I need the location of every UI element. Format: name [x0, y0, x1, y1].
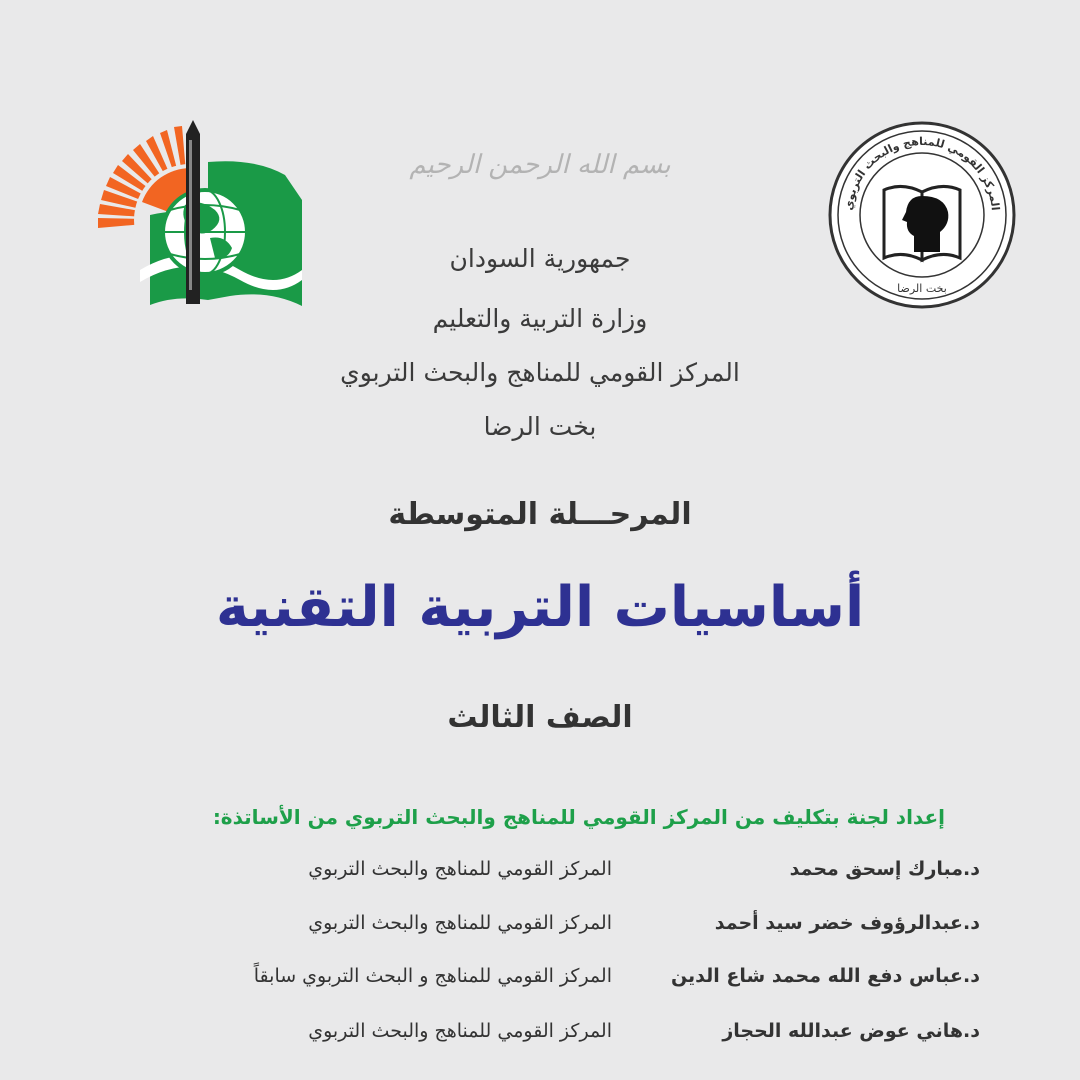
ministry-logo [80, 120, 310, 310]
country-name: جمهورية السودان [449, 244, 631, 273]
school-stage: المرحـــلة المتوسطة [388, 497, 692, 532]
ministry-name: وزارة التربية والتعليم [432, 304, 648, 333]
author-name: د.عباس دفع الله محمد شاع الدين [670, 965, 980, 987]
pen-icon [186, 120, 200, 304]
grade-level: الصف الثالث [447, 700, 633, 735]
center-name: المركز القومي للمناهج والبحث التربوي [340, 358, 740, 387]
author-name: د.عبدالرؤوف خضر سيد أحمد [714, 912, 980, 934]
author-affiliation: المركز القومي للمناهج والبحث التربوي [308, 1020, 612, 1042]
prepared-by-heading: إعداد لجنة بتكليف من المركز القومي للمناهج والبحث التربوي من الأساتذة: [212, 805, 945, 829]
author-name: د.مبارك إسحق محمد [789, 858, 980, 880]
book-title: أساسيات التربية التقنية [215, 575, 865, 640]
seal-ring-text: المركز القومي للمناهج والبحث التربوي [842, 134, 1002, 212]
curriculum-center-seal [822, 120, 1022, 310]
location-name: بخت الرضا [483, 412, 597, 441]
author-affiliation: المركز القومي للمناهج و البحث التربوي سابقاً [253, 965, 612, 987]
book-head-icon [884, 186, 960, 260]
author-name: د.هاني عوض عبدالله الحجاز [722, 1020, 980, 1042]
seal-bottom-text: بخت الرضا [897, 282, 947, 295]
author-affiliation: المركز القومي للمناهج والبحث التربوي [308, 912, 612, 934]
author-affiliation: المركز القومي للمناهج والبحث التربوي [308, 858, 612, 880]
basmala-calligraphy: بسم الله الرحمن الرحيم [409, 150, 671, 180]
